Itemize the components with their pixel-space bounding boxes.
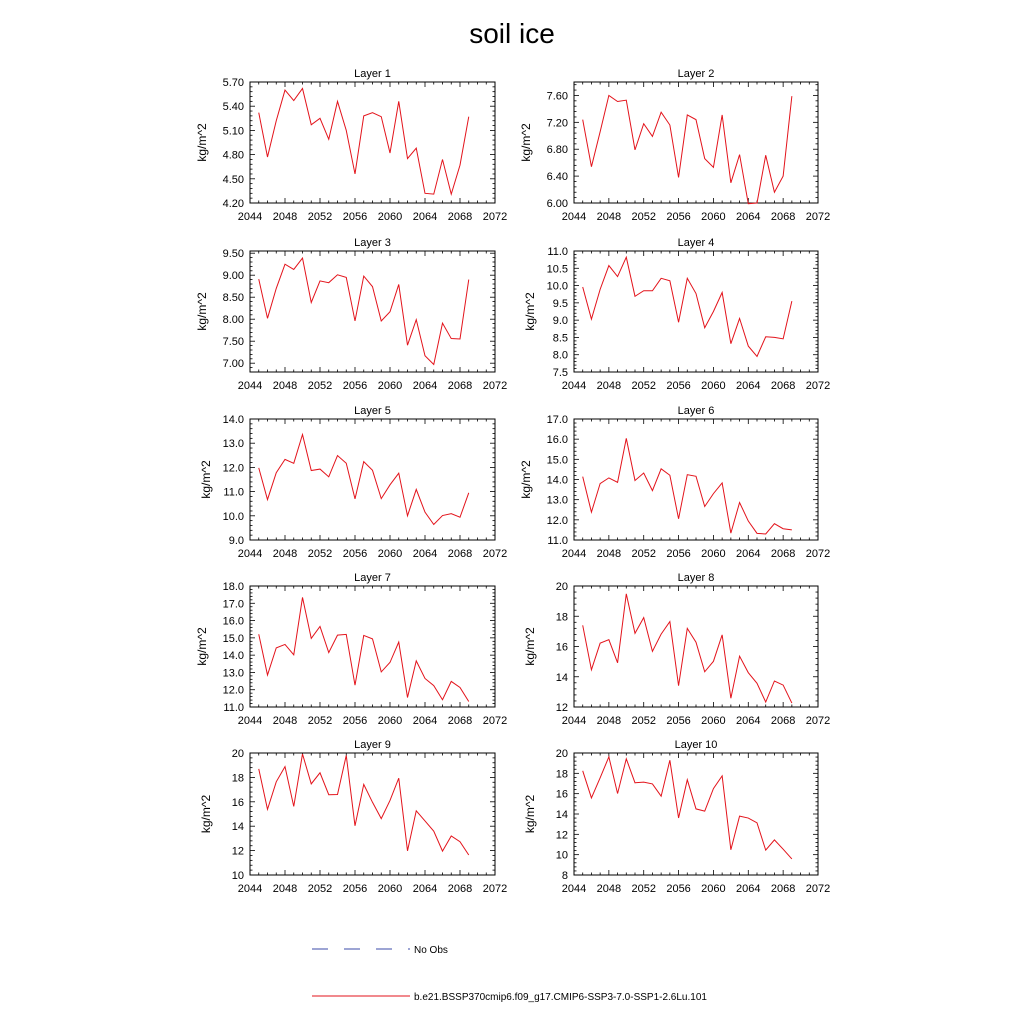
y-tick-label: 5.70 bbox=[222, 77, 244, 89]
panels-grid bbox=[195, 68, 830, 895]
panel-layer-1 bbox=[195, 68, 507, 223]
y-tick-label: 5.40 bbox=[222, 101, 244, 114]
y-tick-label: 5.10 bbox=[222, 125, 244, 138]
y-tick-label: 11.0 bbox=[223, 486, 244, 499]
series-line bbox=[583, 438, 792, 534]
y-tick-label: 16 bbox=[555, 788, 568, 801]
y-tick-label: 14.0 bbox=[222, 650, 244, 663]
series-line bbox=[259, 597, 469, 701]
y-tick-label: 14 bbox=[555, 809, 568, 821]
x-tick-label: 2048 bbox=[272, 380, 298, 392]
figure-title: soil ice bbox=[469, 18, 555, 49]
x-tick-label: 2068 bbox=[770, 715, 796, 727]
plot-frame bbox=[574, 419, 818, 540]
panel-title: Layer 2 bbox=[677, 68, 715, 80]
panel-layer-2 bbox=[519, 68, 830, 223]
x-tick-label: 2068 bbox=[770, 211, 796, 223]
x-tick-label: 2068 bbox=[770, 380, 796, 392]
series-line bbox=[259, 258, 469, 364]
x-tick-label: 2072 bbox=[805, 211, 831, 223]
y-tick-label: 10 bbox=[555, 849, 568, 862]
y-tick-label: 12.0 bbox=[222, 462, 244, 475]
x-tick-label: 2060 bbox=[377, 715, 403, 727]
y-tick-label: 16 bbox=[231, 796, 244, 809]
series-line bbox=[583, 594, 792, 703]
y-tick-label: 20 bbox=[231, 748, 244, 760]
x-tick-label: 2068 bbox=[447, 548, 473, 560]
x-tick-label: 2060 bbox=[377, 548, 403, 560]
x-tick-label: 2064 bbox=[736, 883, 761, 895]
x-tick-label: 2064 bbox=[736, 548, 761, 560]
x-tick-label: 2052 bbox=[307, 883, 333, 895]
y-tick-label: 7.50 bbox=[222, 336, 244, 349]
y-axis-label: kg/m^2 bbox=[523, 292, 537, 331]
y-tick-label: 14.0 bbox=[222, 414, 244, 426]
y-tick-label: 14 bbox=[231, 821, 244, 834]
x-tick-label: 2052 bbox=[307, 715, 333, 727]
y-tick-label: 9.0 bbox=[228, 535, 244, 547]
panel-title: Layer 7 bbox=[354, 572, 391, 584]
panel-layer-4 bbox=[523, 237, 830, 392]
x-tick-label: 2064 bbox=[736, 380, 761, 392]
x-tick-label: 2052 bbox=[631, 715, 656, 727]
y-tick-label: 9.00 bbox=[222, 270, 244, 283]
plot-frame bbox=[574, 586, 818, 707]
x-tick-label: 2064 bbox=[412, 380, 438, 392]
plot-frame bbox=[574, 82, 818, 203]
y-tick-label: 6.40 bbox=[546, 171, 568, 184]
x-tick-label: 2068 bbox=[447, 715, 473, 727]
y-tick-label: 18 bbox=[231, 772, 244, 785]
x-tick-label: 2048 bbox=[596, 380, 622, 392]
panel-title: Layer 9 bbox=[354, 739, 391, 751]
x-tick-label: 2048 bbox=[596, 883, 622, 895]
plot-frame bbox=[250, 82, 495, 203]
y-tick-label: 17.0 bbox=[222, 598, 244, 611]
x-tick-label: 2068 bbox=[447, 211, 473, 223]
x-tick-label: 2072 bbox=[482, 380, 508, 392]
y-tick-label: 7.00 bbox=[222, 358, 244, 371]
x-tick-label: 2056 bbox=[342, 883, 368, 895]
panel-title: Layer 1 bbox=[354, 68, 391, 80]
x-tick-label: 2060 bbox=[377, 883, 403, 895]
x-tick-label: 2052 bbox=[307, 380, 333, 392]
legend-label-no-obs: No Obs bbox=[414, 945, 448, 956]
y-axis-label: kg/m^2 bbox=[519, 123, 533, 162]
y-tick-label: 9.50 bbox=[222, 248, 244, 261]
x-tick-label: 2048 bbox=[272, 883, 298, 895]
y-axis-label: kg/m^2 bbox=[523, 627, 537, 666]
y-tick-label: 14.0 bbox=[546, 474, 568, 487]
x-tick-label: 2068 bbox=[770, 548, 796, 560]
y-tick-label: 11.0 bbox=[547, 246, 568, 258]
x-tick-label: 2044 bbox=[237, 883, 263, 895]
panel-layer-9 bbox=[199, 739, 507, 895]
y-tick-label: 11.0 bbox=[223, 702, 244, 714]
x-tick-label: 2044 bbox=[237, 380, 263, 392]
x-tick-label: 2052 bbox=[307, 548, 333, 560]
x-tick-label: 2060 bbox=[701, 883, 726, 895]
panel-title: Layer 4 bbox=[677, 237, 715, 249]
plot-frame bbox=[574, 251, 818, 372]
y-axis-label: kg/m^2 bbox=[199, 460, 213, 499]
series-line bbox=[259, 754, 469, 855]
x-tick-label: 2064 bbox=[736, 211, 761, 223]
series-line bbox=[583, 257, 792, 356]
y-tick-label: 10 bbox=[231, 870, 244, 882]
plot-frame bbox=[250, 753, 495, 875]
y-tick-label: 6.80 bbox=[546, 144, 568, 157]
x-tick-label: 2056 bbox=[666, 883, 691, 895]
y-tick-label: 8 bbox=[561, 870, 568, 882]
series-line bbox=[259, 88, 469, 194]
x-tick-label: 2072 bbox=[482, 883, 508, 895]
y-tick-label: 6.00 bbox=[546, 198, 568, 210]
x-tick-label: 2056 bbox=[666, 715, 691, 727]
y-tick-label: 8.50 bbox=[222, 292, 244, 305]
x-tick-label: 2064 bbox=[412, 883, 438, 895]
y-tick-label: 12 bbox=[555, 702, 568, 714]
legend-label-model: b.e21.BSSP370cmip6.f09_g17.CMIP6-SSP3-7.0-SSP1-2.6Lu.101 bbox=[414, 992, 707, 1003]
x-tick-label: 2048 bbox=[596, 548, 622, 560]
x-tick-label: 2056 bbox=[342, 715, 368, 727]
x-tick-label: 2056 bbox=[666, 211, 691, 223]
x-tick-label: 2072 bbox=[805, 548, 831, 560]
y-tick-label: 18 bbox=[555, 611, 568, 624]
x-tick-label: 2048 bbox=[596, 211, 622, 223]
legend bbox=[312, 945, 707, 1003]
y-tick-label: 18 bbox=[555, 768, 568, 781]
x-tick-label: 2060 bbox=[377, 211, 403, 223]
y-tick-label: 12 bbox=[555, 829, 568, 842]
panel-title: Layer 10 bbox=[674, 739, 718, 751]
plot-frame bbox=[574, 753, 818, 875]
x-tick-label: 2056 bbox=[342, 211, 368, 223]
series-line bbox=[259, 434, 469, 524]
x-tick-label: 2052 bbox=[631, 211, 656, 223]
panel-title: Layer 3 bbox=[354, 237, 391, 249]
series-line bbox=[583, 757, 792, 859]
x-tick-label: 2072 bbox=[805, 883, 831, 895]
x-tick-label: 2072 bbox=[482, 211, 508, 223]
x-tick-label: 2060 bbox=[701, 715, 726, 727]
x-tick-label: 2064 bbox=[412, 211, 438, 223]
x-tick-label: 2056 bbox=[342, 548, 368, 560]
y-tick-label: 13.0 bbox=[222, 438, 244, 451]
x-tick-label: 2068 bbox=[770, 883, 796, 895]
x-tick-label: 2064 bbox=[412, 715, 438, 727]
y-tick-label: 7.60 bbox=[546, 90, 568, 103]
x-tick-label: 2064 bbox=[412, 548, 438, 560]
panel-title: Layer 5 bbox=[354, 405, 391, 417]
y-tick-label: 10.0 bbox=[546, 280, 568, 293]
x-tick-label: 2044 bbox=[561, 548, 587, 560]
x-tick-label: 2068 bbox=[447, 380, 473, 392]
y-tick-label: 10.5 bbox=[546, 263, 568, 276]
panel-title: Layer 6 bbox=[677, 405, 715, 417]
x-tick-label: 2044 bbox=[237, 715, 263, 727]
y-tick-label: 14 bbox=[555, 671, 568, 684]
y-tick-label: 10.0 bbox=[222, 510, 244, 523]
y-tick-label: 7.5 bbox=[552, 367, 568, 379]
plot-frame bbox=[250, 419, 495, 540]
x-tick-label: 2056 bbox=[666, 380, 691, 392]
y-axis-label: kg/m^2 bbox=[195, 292, 209, 331]
y-tick-label: 16.0 bbox=[222, 615, 244, 628]
y-tick-label: 9.0 bbox=[552, 315, 568, 328]
y-tick-label: 20 bbox=[555, 748, 568, 760]
x-tick-label: 2072 bbox=[805, 380, 831, 392]
x-tick-label: 2060 bbox=[701, 380, 726, 392]
x-tick-label: 2044 bbox=[561, 715, 587, 727]
y-tick-label: 8.5 bbox=[552, 332, 568, 345]
x-tick-label: 2052 bbox=[631, 548, 656, 560]
y-tick-label: 15.0 bbox=[222, 632, 244, 645]
y-tick-label: 8.00 bbox=[222, 314, 244, 327]
x-tick-label: 2056 bbox=[666, 548, 691, 560]
x-tick-label: 2044 bbox=[561, 883, 587, 895]
x-tick-label: 2052 bbox=[631, 883, 656, 895]
y-tick-label: 4.20 bbox=[222, 198, 244, 210]
y-tick-label: 17.0 bbox=[546, 414, 568, 426]
y-tick-label: 15.0 bbox=[546, 454, 568, 467]
panel-layer-3 bbox=[195, 237, 507, 392]
x-tick-label: 2060 bbox=[701, 548, 726, 560]
x-tick-label: 2044 bbox=[561, 211, 587, 223]
y-tick-label: 18.0 bbox=[222, 581, 244, 593]
panel-layer-10 bbox=[523, 739, 830, 895]
y-axis-label: kg/m^2 bbox=[519, 460, 533, 499]
x-tick-label: 2044 bbox=[561, 380, 587, 392]
plot-frame bbox=[250, 251, 495, 372]
panel-layer-8 bbox=[523, 572, 830, 727]
y-axis-label: kg/m^2 bbox=[523, 794, 537, 834]
y-tick-label: 20 bbox=[555, 581, 568, 593]
series-line bbox=[583, 95, 792, 203]
y-tick-label: 12.0 bbox=[222, 684, 244, 697]
y-tick-label: 11.0 bbox=[547, 535, 568, 547]
panel-layer-5 bbox=[199, 405, 507, 560]
y-tick-label: 8.0 bbox=[552, 349, 568, 362]
y-tick-label: 7.20 bbox=[546, 117, 568, 130]
y-tick-label: 9.5 bbox=[552, 297, 568, 310]
y-tick-label: 16 bbox=[555, 641, 568, 654]
x-tick-label: 2044 bbox=[237, 548, 263, 560]
y-tick-label: 12.0 bbox=[546, 514, 568, 527]
x-tick-label: 2048 bbox=[272, 548, 298, 560]
y-tick-label: 13.0 bbox=[546, 494, 568, 507]
x-tick-label: 2052 bbox=[307, 211, 333, 223]
x-tick-label: 2048 bbox=[272, 211, 298, 223]
x-tick-label: 2060 bbox=[701, 211, 726, 223]
x-tick-label: 2068 bbox=[447, 883, 473, 895]
x-tick-label: 2048 bbox=[272, 715, 298, 727]
y-tick-label: 13.0 bbox=[222, 667, 244, 680]
y-axis-label: kg/m^2 bbox=[195, 627, 209, 666]
y-axis-label: kg/m^2 bbox=[195, 123, 209, 162]
x-tick-label: 2072 bbox=[805, 715, 831, 727]
x-tick-label: 2072 bbox=[482, 715, 508, 727]
x-tick-label: 2044 bbox=[237, 211, 263, 223]
x-tick-label: 2048 bbox=[596, 715, 622, 727]
y-tick-label: 4.50 bbox=[222, 173, 244, 186]
x-tick-label: 2052 bbox=[631, 380, 656, 392]
panel-title: Layer 8 bbox=[677, 572, 715, 584]
y-tick-label: 12 bbox=[231, 845, 244, 858]
x-tick-label: 2056 bbox=[342, 380, 368, 392]
y-axis-label: kg/m^2 bbox=[199, 794, 213, 834]
y-tick-label: 4.80 bbox=[222, 149, 244, 162]
panel-layer-7 bbox=[195, 572, 507, 727]
x-tick-label: 2064 bbox=[736, 715, 761, 727]
panel-layer-6 bbox=[519, 405, 830, 560]
y-tick-label: 16.0 bbox=[546, 434, 568, 447]
x-tick-label: 2072 bbox=[482, 548, 508, 560]
x-tick-label: 2060 bbox=[377, 380, 403, 392]
